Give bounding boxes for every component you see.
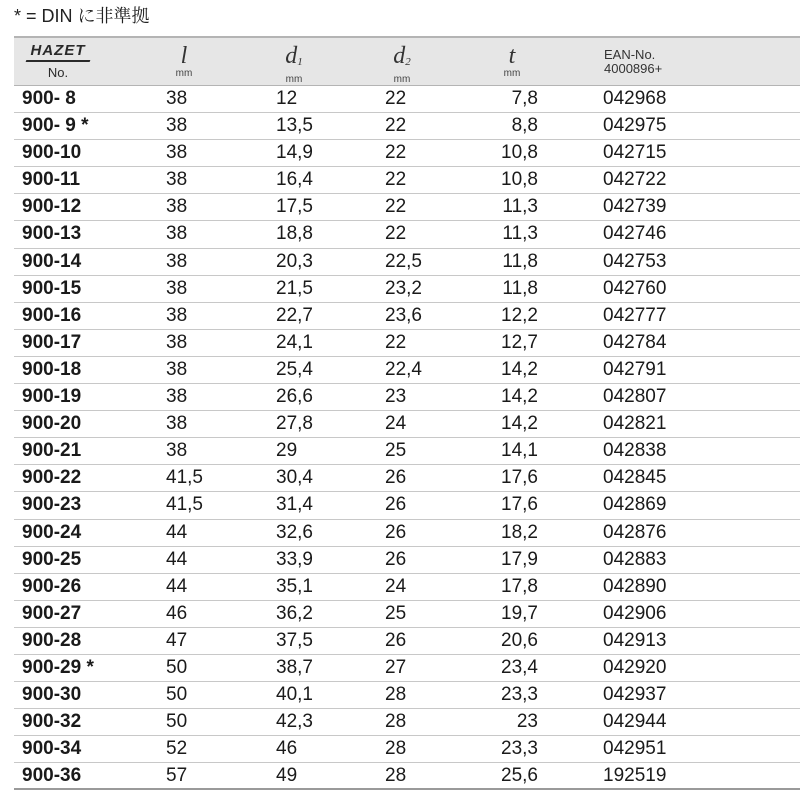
cell-d2: 27: [385, 656, 407, 678]
cell-t: [492, 736, 572, 762]
cell-t-value: 17,6: [501, 467, 538, 489]
cell-l: 38: [166, 277, 188, 299]
cell-d1: 27,8: [276, 413, 313, 435]
cell-d1: 49: [276, 765, 298, 787]
cell-d2: 25: [385, 602, 407, 624]
cell-d1: 17,5: [276, 196, 313, 218]
brand-text: HAZET: [30, 42, 86, 59]
cell-t-value: 10,8: [501, 169, 538, 191]
cell-d2: 23,2: [385, 277, 422, 299]
table-row: [14, 249, 800, 276]
cell-ean: 042784: [603, 331, 667, 353]
cell-l: 38: [166, 142, 188, 164]
cell-ean: 042968: [603, 88, 667, 109]
header-d1: [264, 38, 324, 86]
cell-ean: 042920: [603, 656, 667, 678]
cell-ean: 042951: [603, 738, 667, 760]
cell-t-value: 7,8: [511, 88, 538, 109]
cell-ean: 042821: [603, 413, 667, 435]
cell-l: 50: [166, 684, 188, 706]
cell-d2: 23: [385, 386, 407, 408]
cell-ean: 042807: [603, 386, 667, 408]
cell-d1: 37,5: [276, 629, 313, 651]
cell-d2: 22,5: [385, 250, 422, 272]
cell-d2: 28: [385, 765, 407, 787]
cell-l: 38: [166, 386, 188, 408]
cell-l: 50: [166, 656, 188, 678]
table-row: [14, 221, 800, 248]
cell-d2: 24: [385, 413, 407, 435]
cell-l: 38: [166, 304, 188, 326]
cell-d1: 12: [276, 88, 298, 109]
cell-no: 900-25: [22, 548, 82, 570]
d1-letter: d: [285, 43, 298, 69]
table-row: [14, 547, 800, 574]
cell-t-value: 11,8: [502, 277, 538, 299]
cell-no: 900-26: [22, 575, 82, 597]
cell-d1: 36,2: [276, 602, 313, 624]
cell-t-value: 17,6: [501, 494, 538, 516]
cell-l: 38: [166, 223, 188, 245]
table-row: [14, 520, 800, 547]
cell-t: [492, 276, 572, 302]
cell-no: 900-20: [22, 413, 82, 435]
cell-ean: 042838: [603, 440, 667, 462]
cell-l: 38: [166, 250, 188, 272]
cell-t: [492, 140, 572, 166]
cell-ean: 042876: [603, 521, 667, 543]
cell-no: 900-27: [22, 602, 82, 624]
cell-l: 38: [166, 331, 188, 353]
cell-t-value: 14,2: [501, 386, 538, 408]
cell-t: [492, 628, 572, 654]
table-row: [14, 682, 800, 709]
cell-ean: 042791: [603, 358, 667, 380]
cell-t-value: 23,3: [501, 738, 538, 760]
cell-ean: 042722: [603, 169, 667, 191]
cell-no: 900-16: [22, 304, 82, 326]
table-row: [14, 167, 800, 194]
cell-t: [492, 86, 572, 112]
l-unit: mm: [175, 68, 193, 79]
cell-l: 38: [166, 413, 188, 435]
cell-t-value: 14,2: [501, 358, 538, 380]
cell-t: [492, 465, 572, 491]
d2-letter: d: [393, 43, 406, 69]
d1-subscript: 1: [297, 56, 303, 68]
cell-no: 900- 8: [22, 88, 76, 109]
table-header: [14, 36, 800, 86]
cell-t: [492, 520, 572, 546]
cell-d1: 31,4: [276, 494, 313, 516]
cell-d1: 24,1: [276, 331, 313, 353]
cell-d1: 29: [276, 440, 298, 462]
cell-l: 57: [166, 765, 188, 787]
cell-no: 900-24: [22, 521, 82, 543]
cell-t-value: 12,2: [501, 304, 538, 326]
cell-no: 900-15: [22, 277, 82, 299]
cell-t: [492, 601, 572, 627]
cell-l: 38: [166, 88, 188, 109]
d2-unit: mm: [393, 74, 411, 85]
cell-d2: 24: [385, 575, 407, 597]
cell-t: [492, 709, 572, 735]
cell-t-value: 14,1: [501, 440, 538, 462]
cell-d2: 26: [385, 629, 407, 651]
cell-ean: 042906: [603, 602, 667, 624]
cell-d2: 22: [385, 142, 407, 164]
cell-t: [492, 113, 572, 139]
cell-t: [492, 221, 572, 247]
cell-no: 900-28: [22, 629, 82, 651]
table-row: [14, 736, 800, 763]
table-row: [14, 86, 800, 113]
table-row: [14, 465, 800, 492]
cell-ean: 042913: [603, 629, 667, 651]
cell-d1: 33,9: [276, 548, 313, 570]
cell-t-value: 14,2: [501, 413, 538, 435]
cell-t: [492, 384, 572, 410]
cell-no: 900-36: [22, 765, 82, 787]
cell-ean: 192519: [603, 765, 667, 787]
header-no: No.: [47, 65, 69, 80]
cell-l: 50: [166, 711, 188, 733]
cell-t-value: 23,4: [501, 656, 538, 678]
cell-d1: 30,4: [276, 467, 313, 489]
cell-d1: 14,9: [276, 142, 313, 164]
table-body: [14, 86, 800, 790]
cell-d2: 28: [385, 684, 407, 706]
cell-t: [492, 682, 572, 708]
table-row: [14, 140, 800, 167]
table-row: [14, 709, 800, 736]
cell-d1: 35,1: [276, 575, 313, 597]
cell-d2: 22: [385, 88, 407, 109]
cell-l: 38: [166, 440, 188, 462]
cell-d2: 22: [385, 223, 407, 245]
cell-ean: 042753: [603, 250, 667, 272]
cell-t-value: 25,6: [501, 765, 538, 787]
table-row: [14, 303, 800, 330]
cell-d2: 26: [385, 548, 407, 570]
cell-l: 38: [166, 358, 188, 380]
cell-d1: 26,6: [276, 386, 313, 408]
cell-d1: 20,3: [276, 250, 313, 272]
cell-ean: 042845: [603, 467, 667, 489]
t-unit: mm: [503, 68, 521, 79]
header-t: [482, 38, 542, 86]
cell-t: [492, 492, 572, 518]
cell-d2: 28: [385, 738, 407, 760]
cell-ean: 042777: [603, 304, 667, 326]
cell-no: 900-18: [22, 358, 82, 380]
cell-d2: 22: [385, 115, 407, 137]
cell-t: [492, 655, 572, 681]
cell-l: 38: [166, 196, 188, 218]
cell-t: [492, 574, 572, 600]
cell-no: 900-11: [22, 169, 81, 191]
cell-d1: 13,5: [276, 115, 313, 137]
cell-t-value: 18,2: [501, 521, 538, 543]
l-symbol: l: [180, 43, 188, 69]
cell-t: [492, 411, 572, 437]
cell-t-value: 10,8: [501, 142, 538, 164]
cell-t-value: 19,7: [501, 602, 538, 624]
cell-t: [492, 357, 572, 383]
cell-d1: 16,4: [276, 169, 313, 191]
table-row: [14, 357, 800, 384]
table-row: [14, 763, 800, 790]
cell-d2: 25: [385, 440, 407, 462]
cell-d1: 38,7: [276, 656, 313, 678]
cell-ean: 042890: [603, 575, 667, 597]
cell-d1: 21,5: [276, 277, 313, 299]
d1-unit: mm: [285, 74, 303, 85]
table-row: [14, 113, 800, 140]
cell-no: 900-12: [22, 196, 82, 218]
cell-d1: 40,1: [276, 684, 313, 706]
cell-t-value: 11,3: [502, 223, 538, 245]
cell-t: [492, 547, 572, 573]
cell-ean: 042746: [603, 223, 667, 245]
spec-table: [14, 36, 800, 800]
d1-symbol: [264, 44, 324, 74]
cell-l: 44: [166, 575, 188, 597]
header-ean: [604, 38, 724, 86]
table-row: [14, 330, 800, 357]
cell-ean: 042944: [603, 711, 667, 733]
cell-d1: 32,6: [276, 521, 313, 543]
header-d2: [372, 38, 432, 86]
cell-d2: 22: [385, 196, 407, 218]
cell-no: 900-13: [22, 223, 82, 245]
cell-no: 900-34: [22, 738, 82, 760]
cell-ean: 042883: [603, 548, 667, 570]
cell-d1: 18,8: [276, 223, 313, 245]
cell-d2: 22,4: [385, 358, 422, 380]
cell-t: [492, 249, 572, 275]
t-symbol: t: [508, 43, 516, 69]
ean-prefix: 4000896+: [604, 61, 663, 76]
header-l: [154, 38, 214, 86]
cell-d1: 22,7: [276, 304, 313, 326]
cell-t: [492, 330, 572, 356]
table-row: [14, 384, 800, 411]
cell-l: 52: [166, 738, 188, 760]
cell-d2: 22: [385, 169, 407, 191]
table-row: [14, 601, 800, 628]
table-row: [14, 655, 800, 682]
cell-l: 47: [166, 629, 188, 651]
cell-t-value: 23: [516, 711, 538, 733]
table-row: [14, 194, 800, 221]
cell-t-value: 17,8: [501, 575, 538, 597]
table-row: [14, 628, 800, 655]
d2-subscript: 2: [405, 56, 411, 68]
cell-l: 44: [166, 548, 188, 570]
cell-d2: 26: [385, 521, 407, 543]
hazet-logo: [24, 43, 92, 81]
cell-l: 44: [166, 521, 188, 543]
cell-no: 900-21: [22, 440, 82, 462]
table-row: [14, 492, 800, 519]
cell-t: [492, 763, 572, 789]
cell-d1: 25,4: [276, 358, 313, 380]
cell-no: 900-10: [22, 142, 82, 164]
table-row: [14, 574, 800, 601]
cell-d2: 26: [385, 467, 407, 489]
cell-t-value: 8,8: [511, 115, 538, 137]
cell-d2: 26: [385, 494, 407, 516]
cell-t-value: 20,6: [501, 629, 538, 651]
cell-d2: 28: [385, 711, 407, 733]
cell-t-value: 23,3: [501, 684, 538, 706]
cell-no: 900-17: [22, 331, 82, 353]
cell-t: [492, 167, 572, 193]
cell-no: 900-22: [22, 467, 82, 489]
cell-d1: 46: [276, 738, 298, 760]
cell-no: 900-14: [22, 250, 82, 272]
d2-symbol: [372, 44, 432, 74]
cell-t: [492, 438, 572, 464]
table-row: [14, 411, 800, 438]
din-note: * = DIN に非準拠: [14, 6, 150, 26]
cell-t: [492, 303, 572, 329]
ean-label: EAN-No.: [604, 47, 656, 62]
cell-l: 38: [166, 115, 188, 137]
cell-d2: 22: [385, 331, 407, 353]
cell-no: 900-32: [22, 711, 82, 733]
cell-l: 38: [166, 169, 188, 191]
cell-ean: 042975: [603, 115, 667, 137]
cell-t-value: 17,9: [501, 548, 538, 570]
cell-ean: 042760: [603, 277, 667, 299]
cell-ean: 042739: [603, 196, 667, 218]
cell-ean: 042869: [603, 494, 667, 516]
cell-no: 900-23: [22, 494, 82, 516]
cell-no: 900-30: [22, 684, 82, 706]
cell-no: 900- 9 *: [22, 115, 89, 137]
cell-no: 900-19: [22, 386, 82, 408]
cell-l: 46: [166, 602, 188, 624]
table-row: [14, 276, 800, 303]
cell-d2: 23,6: [385, 304, 422, 326]
cell-t-value: 12,7: [501, 331, 538, 353]
cell-t-value: 11,8: [502, 250, 538, 272]
cell-no: 900-29 *: [22, 656, 94, 678]
cell-ean: 042715: [603, 142, 667, 164]
cell-l: 41,5: [166, 467, 203, 489]
cell-l: 41,5: [166, 494, 203, 516]
brand-underline: [26, 60, 91, 62]
cell-ean: 042937: [603, 684, 667, 706]
table-row: [14, 438, 800, 465]
cell-d1: 42,3: [276, 711, 313, 733]
cell-t: [492, 194, 572, 220]
cell-t-value: 11,3: [502, 196, 538, 218]
